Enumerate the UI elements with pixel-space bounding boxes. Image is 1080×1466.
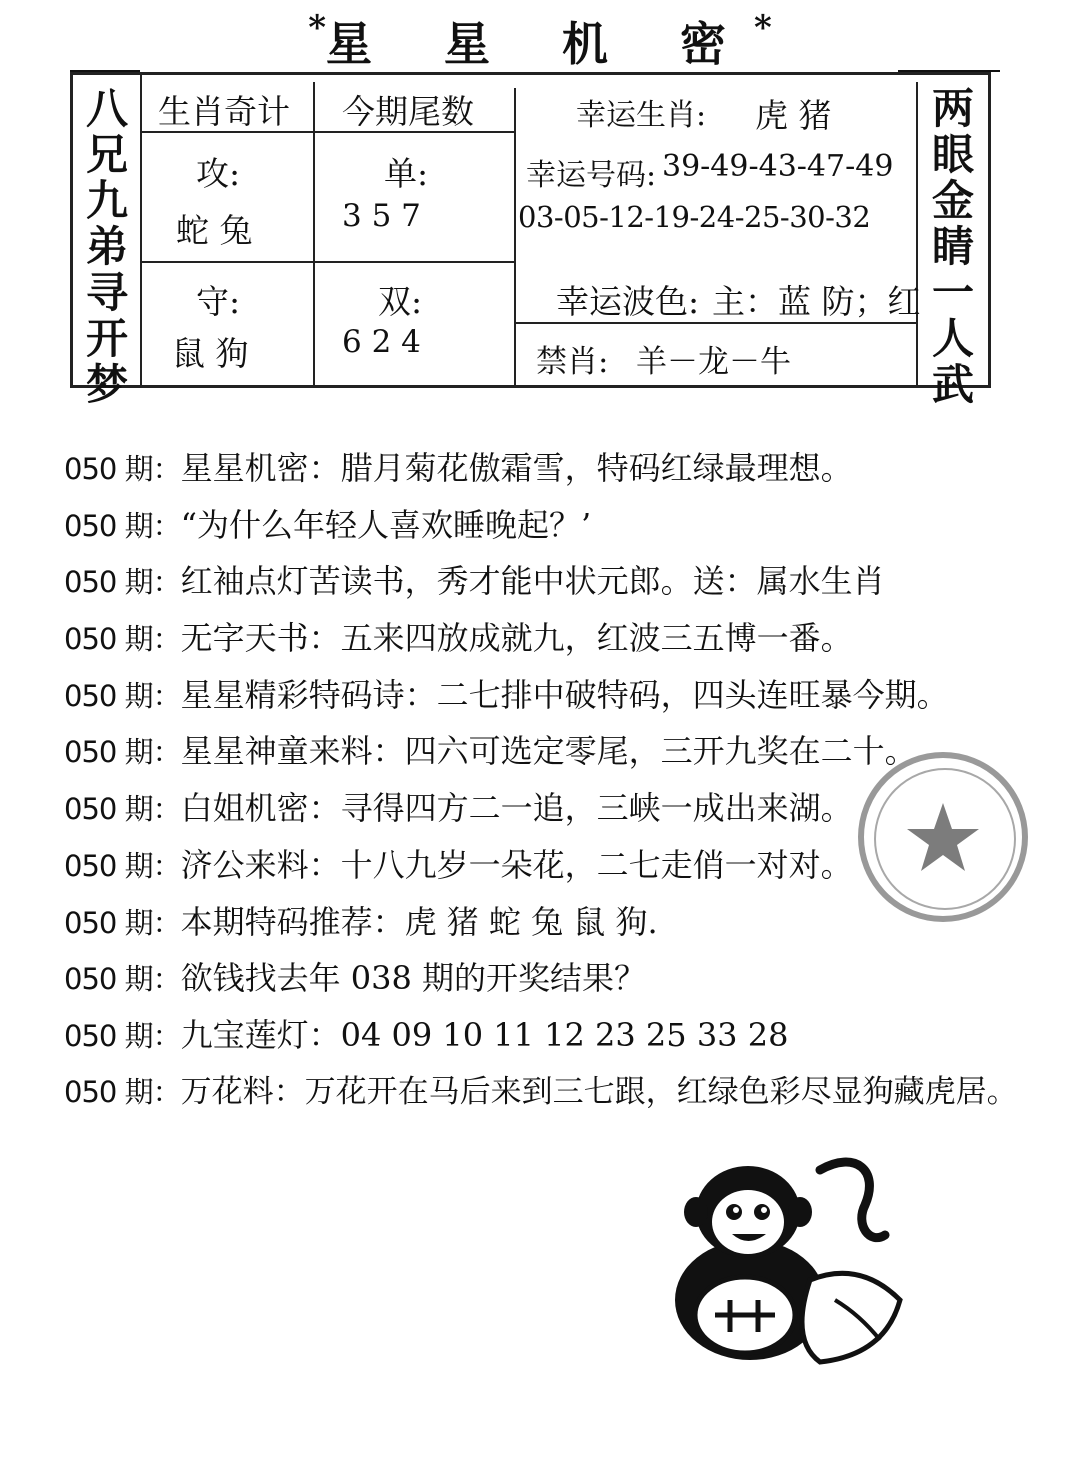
official-seal-stamp xyxy=(858,752,1028,922)
issue-prefix: 050 期： xyxy=(64,1018,181,1053)
issue-prefix: 050 期： xyxy=(64,452,181,486)
title-star-left: * xyxy=(308,8,326,48)
tip-text: 济公来料：十八九岁一朵花，二七走俏一对对。 xyxy=(180,845,853,884)
issue-prefix: 050 期： xyxy=(64,622,181,657)
tip-text: 欲钱找去年 038 期的开奖结果？ xyxy=(180,959,647,998)
list-item xyxy=(64,553,1074,610)
page-title xyxy=(0,8,1080,74)
lucky-zodiac-value: 虎 猪 xyxy=(755,96,832,135)
issue-prefix: 050 期： xyxy=(64,735,181,770)
lucky-numbers-label: 幸运号码: xyxy=(526,158,657,193)
seal-graphic xyxy=(864,758,1022,916)
defend-value: 鼠 狗 xyxy=(172,334,249,373)
list-item xyxy=(64,497,1074,554)
tip-text: “为什么年轻人喜欢睡晚起？’ xyxy=(180,505,592,544)
issue-prefix: 050 期： xyxy=(64,565,181,600)
header-zodiac-plan: 生肖奇计 xyxy=(158,92,290,131)
table-divider xyxy=(313,82,315,388)
list-item xyxy=(64,440,1074,497)
tip-text: 白姐机密：寻得四方二一追，三峡一成出来湖。 xyxy=(180,789,853,828)
tip-text: 万花料：万花开在马后来到三七跟，红绿色彩尽显狗藏虎居。 xyxy=(180,1073,1018,1110)
banned-label: 禁肖: xyxy=(536,344,609,380)
banned-value: 羊－龙－牛 xyxy=(636,344,791,380)
title-text: 星 星 机 密 xyxy=(325,17,755,71)
tip-text: 红袖点灯苦读书，秀才能中状元郎。送：属水生肖 xyxy=(180,562,885,601)
list-item xyxy=(64,950,1074,1007)
table-divider xyxy=(140,261,514,263)
tip-text: 本期特码推荐：虎 猪 蛇 兔 鼠 狗. xyxy=(180,902,658,941)
lucky-numbers-line2: 03-05-12-19-24-25-30-32 xyxy=(518,200,871,234)
table-divider xyxy=(140,72,142,388)
title-star-right: * xyxy=(754,8,772,48)
defend-label: 守: xyxy=(196,282,241,321)
tip-text: 无字天书：五来四放成就九，红波三五博一番。 xyxy=(180,619,853,658)
even-value: 6 2 4 xyxy=(342,324,421,360)
issue-prefix: 050 期： xyxy=(64,962,181,997)
attack-label: 攻: xyxy=(196,154,241,193)
lucky-zodiac-label: 幸运生肖: xyxy=(576,98,707,133)
list-item xyxy=(64,667,1074,724)
issue-prefix: 050 期： xyxy=(64,792,181,827)
tip-text: 星星精彩特码诗：二七排中破特码，四头连旺暴今期。 xyxy=(180,675,949,714)
list-item xyxy=(64,610,1074,667)
issue-prefix: 050 期： xyxy=(64,1074,181,1109)
left-vertical-slogan: 八 兄 九 弟 寻 开 梦 xyxy=(85,84,128,409)
table-divider xyxy=(514,88,516,388)
tip-text: 星星机密：腊月菊花傲霜雪，特码红绿最理想。 xyxy=(180,449,853,487)
tip-text: 九宝莲灯：04 09 10 11 12 23 25 33 28 xyxy=(180,1015,789,1054)
right-vertical-slogan: 两 眼 金 睛 一 人 武 xyxy=(931,84,974,409)
list-item xyxy=(64,1007,1074,1064)
issue-prefix: 050 期： xyxy=(64,848,181,883)
attack-value: 蛇 兔 xyxy=(176,211,253,250)
odd-label: 单: xyxy=(384,154,429,193)
header-tail-digits: 今期尾数 xyxy=(342,92,474,131)
lucky-numbers-line1: 39-49-43-47-49 xyxy=(662,149,894,184)
odd-value: 3 5 7 xyxy=(342,198,421,234)
issue-prefix: 050 期： xyxy=(64,678,181,713)
tip-text: 星星神童来料：四六可选定零尾，三开九奖在二十。 xyxy=(180,732,917,771)
issue-prefix: 050 期： xyxy=(64,508,181,543)
monkey-mascot-illustration xyxy=(670,1150,930,1365)
star-icon xyxy=(907,803,979,871)
lucky-wave-value: 主：蓝 防；红 xyxy=(712,282,921,321)
list-item xyxy=(64,1064,1074,1121)
issue-prefix: 050 期： xyxy=(64,905,181,940)
even-label: 双: xyxy=(378,282,423,321)
table-divider xyxy=(916,82,918,388)
lucky-wave-label: 幸运波色: xyxy=(556,282,700,321)
